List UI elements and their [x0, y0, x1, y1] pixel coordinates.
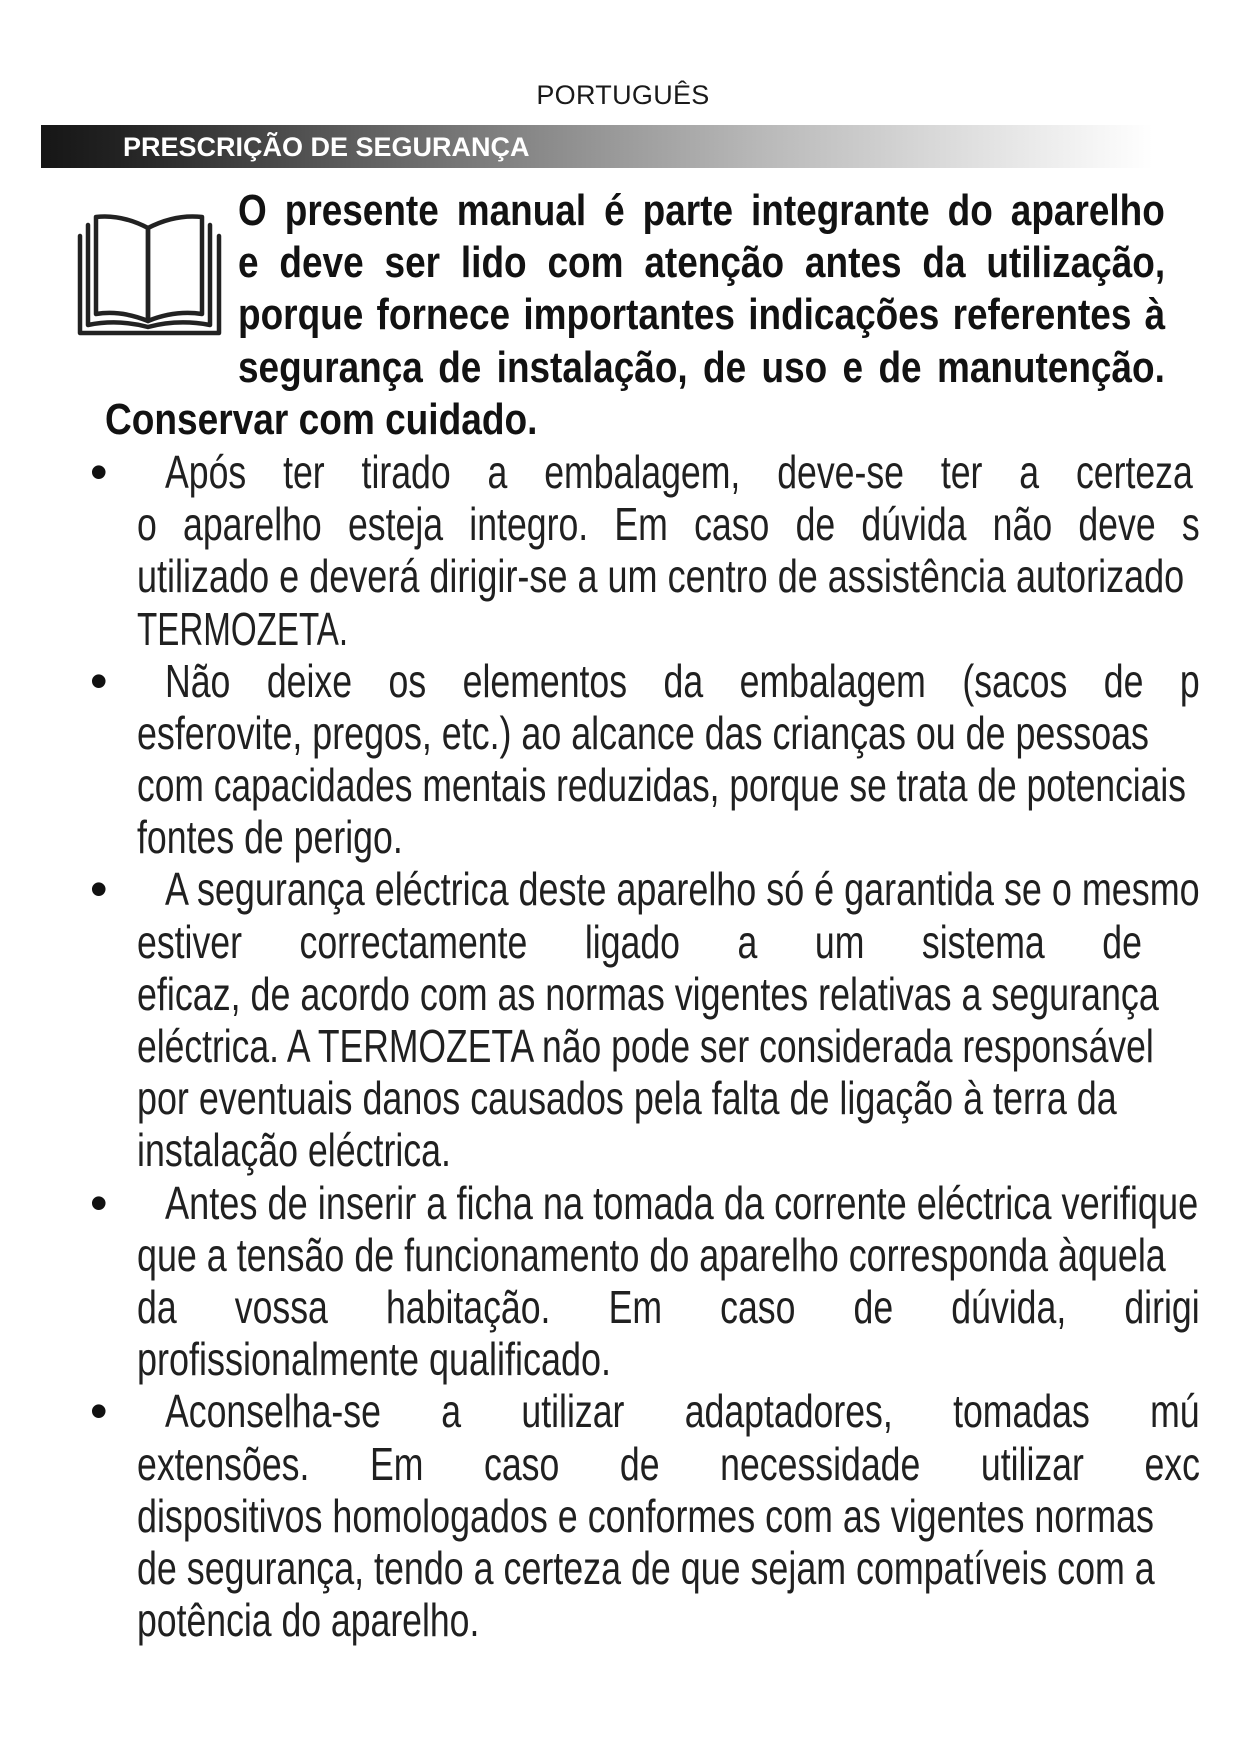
bullet-marker: •	[90, 861, 108, 918]
bullet-line	[137, 1594, 479, 1646]
bullet-line	[90, 1383, 1200, 1440]
bullet-line-text: Aconselha-se a utilizar adaptadores, tomadas mú	[165, 1385, 1200, 1438]
bullet-line	[137, 1281, 1200, 1333]
intro-line-text: e deve ser lido com atenção antes da utilização,	[238, 238, 1166, 288]
bullet-item	[0, 863, 1241, 1176]
intro-line-text: segurança de instalação, de uso e de manutenção.	[238, 342, 1165, 392]
bullet-line	[137, 916, 1142, 968]
intro-line-text: O presente manual é parte integrante do aparelho	[238, 186, 1165, 235]
intro-line	[238, 342, 1165, 394]
intro-paragraph	[0, 185, 1241, 446]
bullet-line	[90, 443, 1193, 500]
text-column	[0, 185, 1241, 1646]
intro-line	[238, 185, 1165, 237]
bullet-line-text: com capacidades mentais reduzidas, porque se trata de potenciais	[137, 759, 1186, 812]
bullet-line-text: esferovite, pregos, etc.) ao alcance das crianças ou de pessoas	[137, 706, 1149, 759]
bullet-item	[0, 1385, 1241, 1646]
bullet-item	[0, 652, 1241, 864]
bullet-line	[137, 1229, 1166, 1281]
bullet-line	[137, 550, 1184, 602]
bullet-line-text: que a tensão de funcionamento do aparelho corresponda àquela	[137, 1228, 1166, 1281]
intro-line-text: Conservar com cuidado.	[105, 394, 538, 444]
language-label: PORTUGUÊS	[536, 80, 710, 110]
intro-closing-line	[105, 394, 537, 446]
bullet-marker: •	[90, 1174, 108, 1231]
bullet-marker: •	[90, 443, 108, 500]
bullet-line	[137, 1490, 1154, 1542]
bullet-line	[90, 652, 1200, 709]
bullet-line-text: potência do aparelho.	[137, 1594, 480, 1647]
bullet-line-text: A segurança eléctrica deste aparelho só é garantida se o mesmo	[165, 863, 1200, 916]
bullet-line	[137, 1020, 1154, 1072]
bullet-line-text: eléctrica. A TERMOZETA não pode ser considerada responsável	[137, 1020, 1154, 1072]
bullet-line	[137, 1542, 1155, 1594]
bullet-line-text: fontes de perigo.	[137, 811, 403, 864]
bullet-line-text: instalação eléctrica.	[137, 1124, 451, 1177]
bullet-line-text: o aparelho esteja integro. Em caso de dúvida não deve s	[137, 498, 1200, 551]
bullet-line-text: extensões. Em caso de necessidade utilizar exc	[137, 1437, 1200, 1490]
bullet-line-text: profissionalmente qualificado.	[137, 1333, 612, 1386]
bullet-line	[137, 1333, 611, 1385]
intro-line-text: porque fornece importantes indicações referentes à	[238, 290, 1166, 340]
bullet-line	[90, 1174, 1199, 1231]
bullet-line-text: eficaz, de acordo com as normas vigentes relativas a segurança	[137, 967, 1159, 1020]
bullet-line	[137, 811, 403, 863]
bullet-line-text: Antes de inserir a ficha na tomada da corrente eléctrica verifique	[165, 1176, 1199, 1229]
bullet-line-text: Não deixe os elementos da embalagem (sacos de p	[165, 654, 1200, 707]
bullet-line	[137, 759, 1186, 811]
bullet-line-text: Após ter tirado a embalagem, deve-se ter a certeza	[165, 445, 1193, 498]
bullet-line	[137, 1438, 1200, 1490]
bullet-line-text: por eventuais danos causados pela falta de ligação à terra da	[137, 1072, 1117, 1125]
intro-line	[238, 289, 1165, 341]
bullet-line	[137, 968, 1159, 1020]
bullet-line	[137, 498, 1200, 550]
bullet-marker: •	[90, 1383, 108, 1440]
bullet-line-text: estiver correctamente ligado a um sistema de	[137, 915, 1142, 968]
section-header-bar	[41, 125, 1153, 168]
bullet-line	[90, 861, 1200, 918]
bullet-line-text: utilizado e deverá dirigir-se a um centro de assistência autorizado	[137, 550, 1185, 603]
bullet-line-text: TERMOZETA.	[137, 602, 349, 655]
bullet-line	[137, 707, 1149, 759]
bullet-item	[0, 1174, 1241, 1386]
bullet-item	[0, 443, 1241, 655]
bullet-line	[137, 603, 348, 655]
bullet-line	[137, 1072, 1117, 1124]
intro-line	[238, 237, 1165, 289]
bullet-marker: •	[90, 652, 108, 709]
bullet-line	[137, 1124, 451, 1176]
bullet-line-text: dispositivos homologados e conformes com as vigentes normas	[137, 1489, 1154, 1542]
bullet-line-text: de segurança, tendo a certeza de que sejam compatíveis com a	[137, 1541, 1155, 1594]
bullet-line-text: da vossa habitação. Em caso de dúvida, dirigi	[137, 1280, 1200, 1333]
section-title: PRESCRIÇÃO DE SEGURANÇA	[123, 132, 530, 162]
